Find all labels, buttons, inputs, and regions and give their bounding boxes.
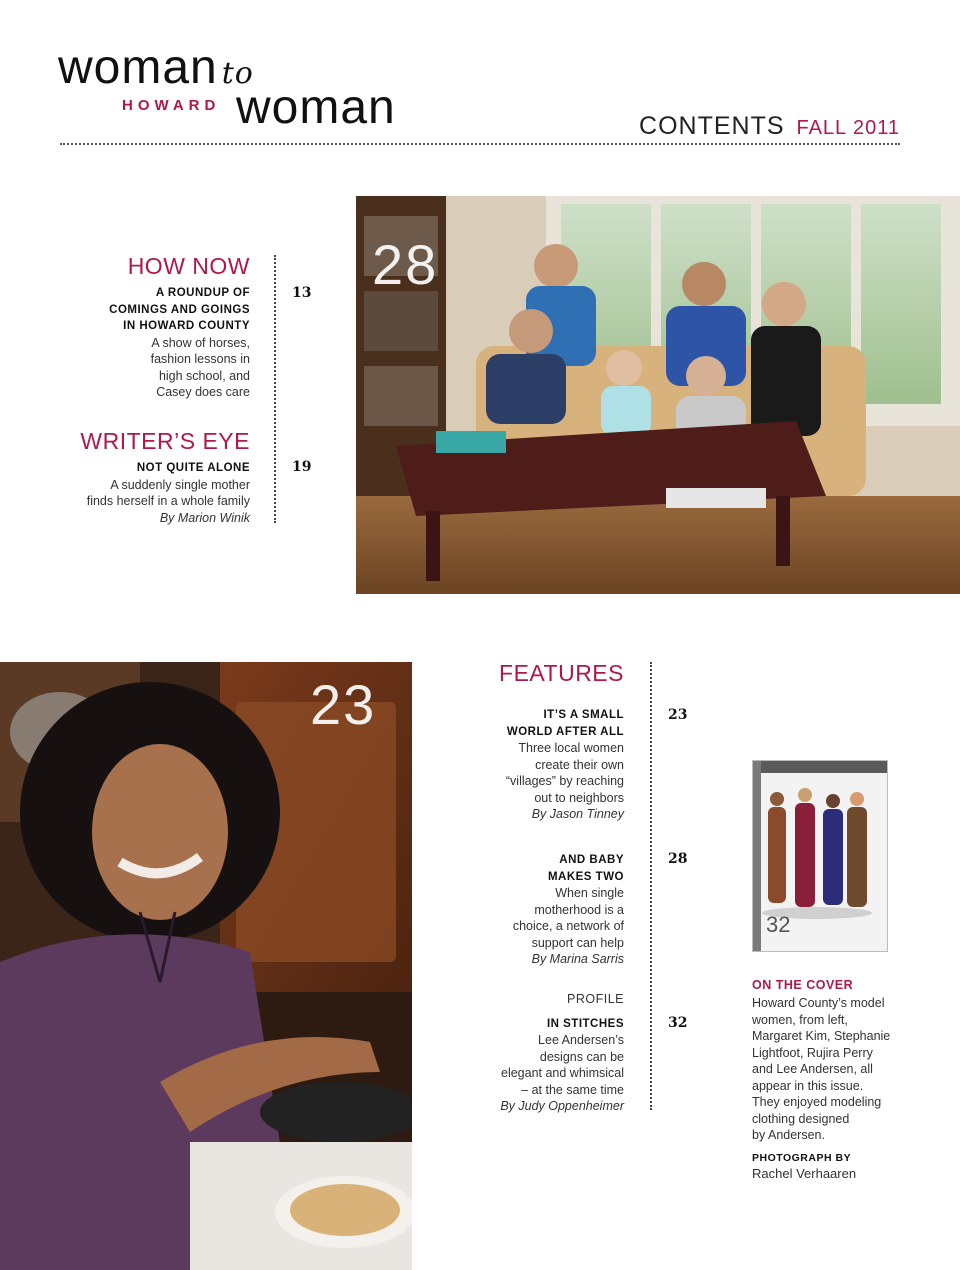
cover-text-line: clothing designed — [752, 1111, 850, 1126]
family-photo[interactable] — [356, 196, 960, 594]
header-divider — [60, 143, 900, 145]
contents-label: CONTENTS — [639, 112, 785, 140]
entry-desc-line: “villages” by reaching — [505, 774, 624, 788]
cover-text-line: They enjoyed modeling — [752, 1095, 882, 1109]
entry-title-line: IN HOWARD COUNTY — [123, 320, 250, 332]
cooking-photo[interactable] — [0, 662, 412, 1270]
photo-page-number: 28 — [372, 233, 439, 296]
page-number-how-now[interactable]: 13 — [292, 285, 312, 301]
entry-desc-line: Three local women — [518, 741, 624, 755]
photo-page-number: 23 — [310, 673, 377, 736]
contents-heading — [639, 112, 900, 141]
entry-desc-line: elegant and whimsical — [501, 1066, 624, 1080]
entry-desc-line: create their own — [535, 757, 624, 772]
entry-desc-line: high school, and — [158, 368, 250, 383]
toc-entry-writers-eye[interactable] — [30, 460, 250, 526]
entry-desc-line: fashion lessons in — [150, 352, 250, 366]
entry-desc-line: A suddenly single mother — [110, 477, 250, 492]
masthead-word-woman-2: woman — [236, 81, 396, 134]
cover-heading: ON THE COVER — [752, 978, 854, 992]
cover-text-line: by Andersen. — [752, 1128, 825, 1142]
entry-byline: By Marion Winik — [159, 510, 250, 525]
entry-desc-line: Lee Andersen’s — [538, 1033, 624, 1047]
cooking-photo-illustration — [0, 662, 412, 1270]
masthead-logo — [58, 41, 254, 94]
entry-kicker: PROFILE — [567, 992, 624, 1006]
cover-text-line: and Lee Andersen, all — [752, 1062, 873, 1076]
entry-desc-line: – at the same time — [521, 1082, 624, 1097]
entry-title-line: A ROUNDUP OF — [155, 287, 250, 299]
section-heading-how-now: HOW NOW — [127, 253, 250, 279]
toc-entry-feature-2[interactable] — [424, 852, 624, 968]
page-number-feature-2[interactable]: 28 — [668, 851, 688, 867]
issue-season: FALL 2011 — [796, 117, 900, 139]
vertical-dotted-rule — [274, 255, 276, 523]
entry-desc-line: support can help — [531, 935, 624, 950]
photo-credit-label: PHOTOGRAPH BY — [752, 1152, 852, 1164]
entry-desc-line: designs can be — [539, 1049, 624, 1064]
photo-credit-name: Rachel Verhaaren — [752, 1166, 857, 1181]
cover-page-number: 32 — [766, 912, 791, 937]
entry-byline: By Jason Tinney — [531, 807, 624, 821]
entry-title-line: WORLD AFTER ALL — [506, 725, 624, 738]
masthead-word-woman: woman — [58, 41, 218, 94]
entry-title-line: IT’S A SMALL — [543, 709, 624, 721]
masthead-word-to: to — [221, 56, 254, 91]
cover-description — [752, 995, 902, 1144]
page-number-feature-1[interactable]: 23 — [668, 707, 688, 723]
toc-entry-feature-3[interactable] — [424, 991, 624, 1115]
cover-text-line: Margaret Kim, Stephanie — [752, 1029, 891, 1043]
cover-text-line: Howard County’s model — [752, 996, 885, 1010]
toc-entry-how-now[interactable] — [50, 285, 250, 401]
entry-title-line: IN STITCHES — [546, 1017, 624, 1030]
entry-byline: By Marina Sarris — [531, 952, 624, 966]
section-heading-writers-eye: WRITER’S EYE — [80, 428, 250, 454]
entry-title-line: COMINGS AND GOINGS — [109, 303, 250, 316]
entry-desc-line: out to neighbors — [534, 790, 624, 805]
vertical-dotted-rule — [650, 662, 652, 1110]
cover-text-line: appear in this issue. — [752, 1078, 864, 1093]
entry-desc-line: A show of horses, — [151, 335, 250, 350]
page-number-writers-eye[interactable]: 19 — [292, 459, 312, 475]
entry-title-line: NOT QUITE ALONE — [136, 462, 250, 474]
entry-byline: By Judy Oppenheimer — [500, 1099, 624, 1113]
entry-desc-line: When single — [555, 886, 624, 900]
toc-entry-feature-1[interactable] — [424, 707, 624, 823]
family-photo-illustration — [356, 196, 960, 594]
cover-text-line: women, from left, — [752, 1012, 848, 1027]
entry-title-line: AND BABY — [559, 854, 624, 866]
page-number-feature-3[interactable]: 32 — [668, 1015, 688, 1031]
masthead-county: HOWARD — [122, 97, 221, 114]
cover-text-line: Lightfoot, Rujira Perry — [752, 1045, 873, 1060]
entry-desc-line: finds herself in a whole family — [86, 494, 250, 508]
entry-title-line: MAKES TWO — [547, 870, 624, 883]
entry-desc-line: motherhood is a — [534, 902, 624, 917]
entry-desc-line: Casey does care — [156, 385, 250, 399]
entry-desc-line: choice, a network of — [512, 919, 624, 933]
section-heading-features: FEATURES — [499, 660, 624, 686]
